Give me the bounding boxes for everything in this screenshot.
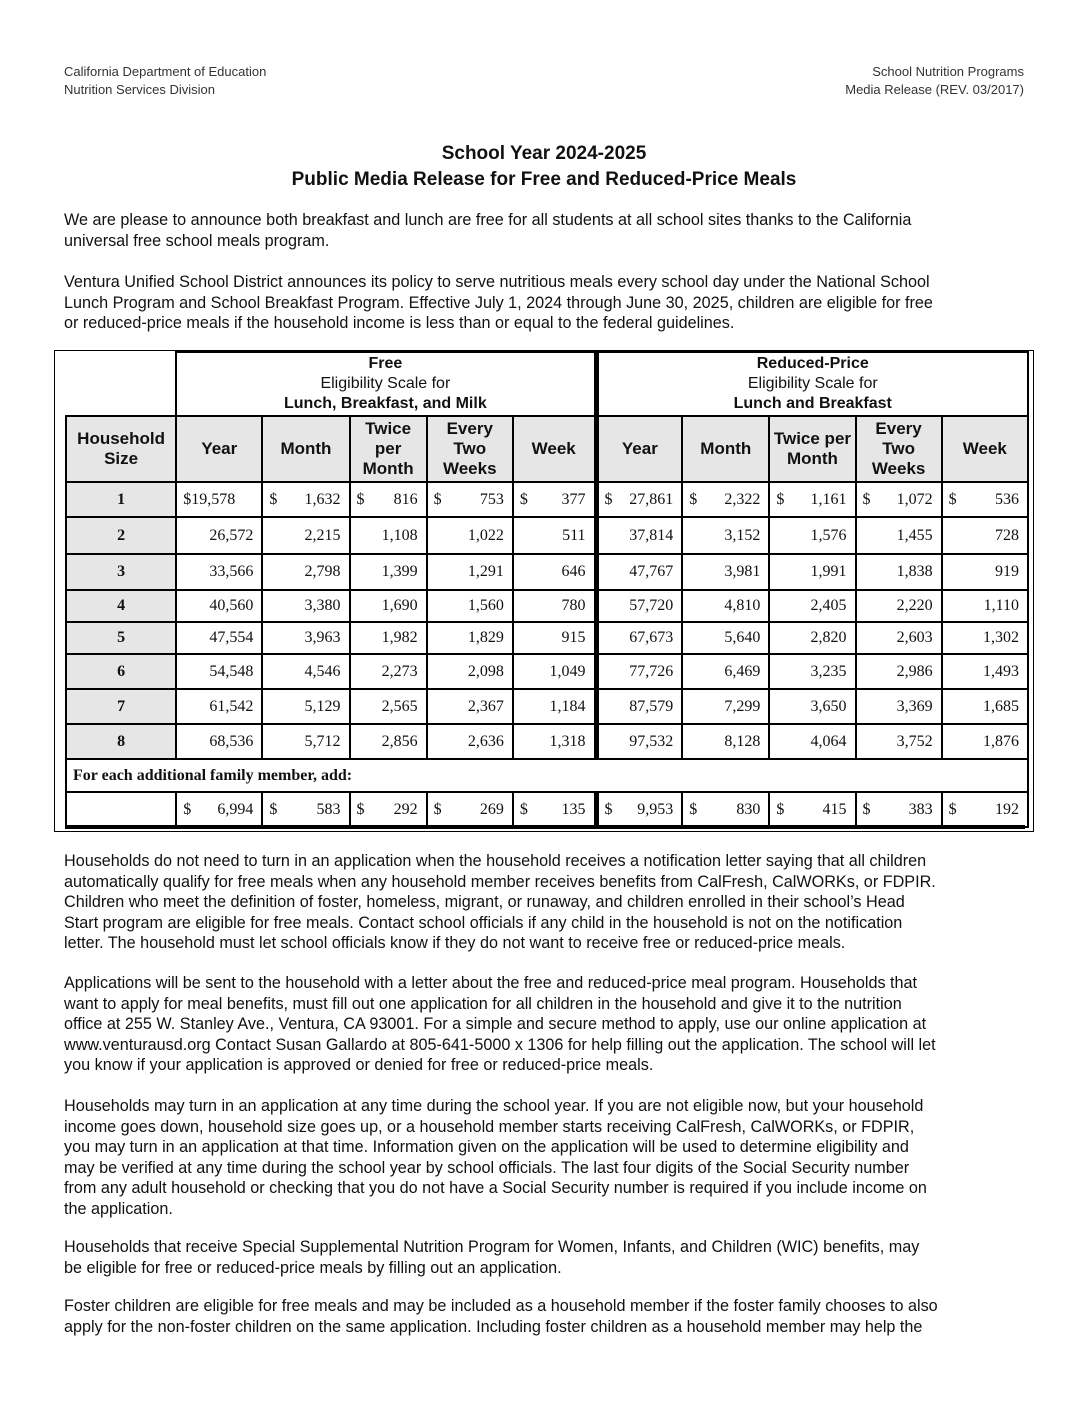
reduced-group-header: Reduced-Price Eligibility Scale for Lunch and Breakfast: [596, 352, 1028, 416]
department-name: California Department of Education: [64, 64, 267, 79]
reduced-value-cell: 2,405: [769, 590, 855, 622]
free-value-cell: 511: [513, 517, 596, 554]
table-row: [66, 724, 1028, 759]
reduced-value-cell: 3,152: [682, 517, 769, 554]
reduced-value-cell: 57,720: [596, 590, 682, 622]
reduced-value-cell: 3,650: [769, 689, 855, 724]
reduced-value-cell: 2,220: [856, 590, 942, 622]
column-header-row: [66, 416, 1028, 482]
additional-value: 269: [479, 800, 504, 818]
currency-symbol: $: [689, 800, 698, 818]
additional-value: 830: [736, 800, 761, 818]
free-value-cell: 646: [513, 554, 596, 590]
free-column-header: Twice per Month: [350, 416, 427, 482]
intro-paragraph-1: We are please to announce both breakfast and lunch are free for all students at all school sites thanks to the California universal free school meals program.: [64, 211, 912, 250]
free-value: 753: [479, 490, 504, 508]
currency-symbol: $: [948, 800, 957, 818]
reduced-value-cell: 2,986: [856, 654, 942, 689]
household-size-cell: 3: [66, 554, 176, 590]
household-size-cell: 2: [66, 517, 176, 554]
additional-blank-cell: [66, 792, 176, 827]
free-value: 377: [561, 490, 586, 508]
reduced-value-cell: [596, 482, 682, 517]
free-value-cell: 1,690: [350, 590, 427, 622]
table-row: [66, 517, 1028, 554]
reduced-value-cell: 1,876: [942, 724, 1028, 759]
free-value-cell: 40,560: [176, 590, 262, 622]
reduced-value: 1,072: [896, 490, 933, 508]
free-value-cell: 1,184: [513, 689, 596, 724]
reduced-additional-cell: [856, 792, 942, 827]
reduced-value-cell: 1,493: [942, 654, 1028, 689]
reduced-value-cell: 1,110: [942, 590, 1028, 622]
free-value-cell: 54,548: [176, 654, 262, 689]
table-row: [66, 622, 1028, 654]
table-row: [66, 654, 1028, 689]
reduced-value-cell: 3,981: [682, 554, 769, 590]
free-value-cell: 3,963: [262, 622, 349, 654]
body-paragraph-6: Households that receive Special Supplemental Nutrition Program for Women, Infants, and Children (WIC) benefits, may be eligible for free or reduced-price meals by filling out an application.: [64, 1238, 920, 1277]
free-value-cell: 2,636: [427, 724, 513, 759]
free-value-cell: 1,399: [350, 554, 427, 590]
reduced-value-cell: 6,469: [682, 654, 769, 689]
currency-symbol: $: [183, 490, 192, 508]
reduced-value-cell: 67,673: [596, 622, 682, 654]
currency-symbol: $: [604, 800, 613, 818]
free-value-cell: 1,318: [513, 724, 596, 759]
table-bottom-rule: [65, 825, 1025, 829]
free-column-header: Every Two Weeks: [427, 416, 513, 482]
body-paragraph-4: Applications will be sent to the household with a letter about the free and reduced-price meal program. Households that want to apply for meal benefits, must fill out one application for all children in the household and give it to the nutrition office at 255 W. Stanley Ave., Ventura, CA 93001. For a simple and secure method to apply, use our online application at www.venturausd.org Contact Susan Gallardo at 805-641-5000 x 1306 for help filling out the application. The school will let you know if your application is approved or denied for free or reduced-price meals.: [64, 974, 936, 1074]
reduced-value-cell: 1,991: [769, 554, 855, 590]
currency-symbol: $: [519, 800, 528, 818]
free-value-cell: 1,108: [350, 517, 427, 554]
reduced-column-header: Week: [942, 416, 1028, 482]
table-row: [66, 482, 1028, 517]
household-size-cell: 7: [66, 689, 176, 724]
free-value-cell: 26,572: [176, 517, 262, 554]
household-size-header: Household Size: [66, 416, 176, 482]
household-size-cell: 4: [66, 590, 176, 622]
currency-symbol: $: [433, 490, 442, 508]
free-additional-cell: [427, 792, 513, 827]
free-value-cell: 4,546: [262, 654, 349, 689]
currency-symbol: $: [269, 490, 278, 508]
currency-symbol: $: [776, 490, 785, 508]
free-value-cell: 1,049: [513, 654, 596, 689]
additional-member-label-row: [66, 759, 1028, 792]
reduced-value-cell: 7,299: [682, 689, 769, 724]
reduced-value-cell: 2,603: [856, 622, 942, 654]
free-column-header: Month: [262, 416, 349, 482]
reduced-value-cell: 77,726: [596, 654, 682, 689]
reduced-value-cell: 3,369: [856, 689, 942, 724]
reduced-value-cell: [856, 482, 942, 517]
free-value-cell: [350, 482, 427, 517]
reduced-value-cell: 1,302: [942, 622, 1028, 654]
reduced-value-cell: 3,752: [856, 724, 942, 759]
eligibility-table-frame: [54, 350, 1034, 832]
reduced-value-cell: 8,128: [682, 724, 769, 759]
free-value-cell: 1,022: [427, 517, 513, 554]
intro-paragraph-2: Ventura Unified School District announces its policy to serve nutritious meals every school day under the National School Lunch Program and School Breakfast Program. Effective July 1, 2024 through June 30, 2025, children are eligible for free or reduced-price meals if the household income is less than or equal to the federal guidelines.: [64, 273, 933, 332]
free-value-cell: 2,273: [350, 654, 427, 689]
additional-value: 383: [908, 800, 933, 818]
group-header-row: [66, 352, 1028, 416]
reduced-additional-cell: [942, 792, 1028, 827]
currency-symbol: $: [433, 800, 442, 818]
reduced-additional-cell: [596, 792, 682, 827]
free-value-cell: [513, 482, 596, 517]
revision-label: Media Release (REV. 03/2017): [845, 82, 1024, 97]
free-value-cell: 1,560: [427, 590, 513, 622]
currency-symbol: $: [862, 490, 871, 508]
additional-member-label: For each additional family member, add:: [66, 759, 1028, 792]
free-additional-cell: [176, 792, 262, 827]
free-value-cell: 2,215: [262, 517, 349, 554]
reduced-value-cell: 3,235: [769, 654, 855, 689]
reduced-value-cell: [682, 482, 769, 517]
reduced-value-cell: 2,820: [769, 622, 855, 654]
reduced-value: 536: [995, 490, 1019, 508]
free-column-header: Year: [176, 416, 262, 482]
reduced-value: 27,861: [629, 490, 674, 508]
free-column-header: Week: [513, 416, 596, 482]
free-value-cell: 1,291: [427, 554, 513, 590]
reduced-value-cell: 87,579: [596, 689, 682, 724]
reduced-value-cell: 919: [942, 554, 1028, 590]
free-value: 19,578: [191, 490, 236, 508]
free-value-cell: 2,856: [350, 724, 427, 759]
free-value-cell: [427, 482, 513, 517]
free-value: 1,632: [304, 490, 341, 508]
currency-symbol: $: [604, 490, 613, 508]
reduced-column-header: Every Two Weeks: [856, 416, 942, 482]
currency-symbol: $: [948, 490, 957, 508]
household-size-cell: 6: [66, 654, 176, 689]
currency-symbol: $: [862, 800, 871, 818]
reduced-value: 1,161: [810, 490, 847, 508]
free-value-cell: 33,566: [176, 554, 262, 590]
free-value-cell: [262, 482, 349, 517]
reduced-value-cell: 4,810: [682, 590, 769, 622]
free-value-cell: 2,098: [427, 654, 513, 689]
reduced-value-cell: 5,640: [682, 622, 769, 654]
reduced-value-cell: 1,685: [942, 689, 1028, 724]
document-header-right: [845, 63, 1024, 99]
household-size-cell: 5: [66, 622, 176, 654]
free-value-cell: 915: [513, 622, 596, 654]
free-value-cell: 780: [513, 590, 596, 622]
free-value-cell: 5,712: [262, 724, 349, 759]
additional-value: 135: [561, 800, 586, 818]
currency-symbol: $: [183, 800, 192, 818]
document-header-left: [64, 63, 266, 99]
reduced-value-cell: 4,064: [769, 724, 855, 759]
reduced-additional-cell: [769, 792, 855, 827]
free-additional-cell: [262, 792, 349, 827]
household-size-cell: 8: [66, 724, 176, 759]
currency-symbol: $: [356, 490, 365, 508]
reduced-value-cell: 1,838: [856, 554, 942, 590]
program-name: School Nutrition Programs: [872, 64, 1024, 79]
reduced-value-cell: 97,532: [596, 724, 682, 759]
reduced-value-cell: 47,767: [596, 554, 682, 590]
free-value-cell: 3,380: [262, 590, 349, 622]
additional-value: 192: [995, 800, 1019, 818]
reduced-column-header: Twice per Month: [769, 416, 855, 482]
reduced-additional-cell: [682, 792, 769, 827]
reduced-value-cell: 1,455: [856, 517, 942, 554]
title-line-2: Public Media Release for Free and Reduced-Price Meals: [291, 169, 797, 190]
body-paragraph-3: Households do not need to turn in an application when the household receives a notification letter saying that all children automatically qualify for free meals when any household member receives benefits from CalFresh, CalWORKs, or FDPIR. Children who meet the definition of foster, homeless, migrant, or runaway, and children enrolled in their school’s Head Start program are eligible for free meals. Contact school officials if any child in the household is not on the notification letter. The household must let school officials know if they do not want to receive free or reduced-price meals.: [64, 852, 936, 952]
reduced-value-cell: 1,576: [769, 517, 855, 554]
free-value-cell: 2,565: [350, 689, 427, 724]
currency-symbol: $: [356, 800, 365, 818]
free-value-cell: 68,536: [176, 724, 262, 759]
title-line-1: School Year 2024-2025: [441, 143, 647, 164]
additional-member-row: [66, 792, 1028, 827]
currency-symbol: $: [776, 800, 785, 818]
free-additional-cell: [513, 792, 596, 827]
free-value-cell: 61,542: [176, 689, 262, 724]
free-additional-cell: [350, 792, 427, 827]
currency-symbol: $: [689, 490, 698, 508]
free-value-cell: [176, 482, 262, 517]
additional-value: 6,994: [217, 800, 254, 818]
eligibility-table: [65, 351, 1029, 828]
reduced-column-header: Month: [682, 416, 769, 482]
free-value-cell: 2,367: [427, 689, 513, 724]
free-value-cell: 5,129: [262, 689, 349, 724]
household-size-cell: 1: [66, 482, 176, 517]
reduced-column-header: Year: [596, 416, 682, 482]
reduced-value-cell: 728: [942, 517, 1028, 554]
reduced-value-cell: [942, 482, 1028, 517]
page-title: [0, 141, 1088, 193]
reduced-value-cell: 37,814: [596, 517, 682, 554]
free-value-cell: 1,982: [350, 622, 427, 654]
free-group-header: Free Eligibility Scale for Lunch, Breakfast, and Milk: [176, 352, 596, 416]
additional-value: 415: [822, 800, 847, 818]
currency-symbol: $: [269, 800, 278, 818]
body-paragraph-5: Households may turn in an application at any time during the school year. If you are not eligible now, but your household income goes down, household size goes up, or a household member starts receiving CalFresh, CalWORKs, or FDPIR, you may turn in an application at that time. Information given on the application will be used to determine eligibility and may be verified at any time during the school year by school officials. The last four digits of the Social Security number from any adult household or checking that you do not have a Social Security number is required if you include income on the application.: [64, 1097, 927, 1218]
free-value-cell: 2,798: [262, 554, 349, 590]
body-paragraph-7: Foster children are eligible for free meals and may be included as a household member if the foster family chooses to also apply for the non-foster children on the same application. Including foster children as a household member may help the: [64, 1297, 938, 1336]
table-row: [66, 590, 1028, 622]
additional-value: 292: [393, 800, 418, 818]
reduced-value-cell: [769, 482, 855, 517]
free-value-cell: 47,554: [176, 622, 262, 654]
reduced-value: 2,322: [724, 490, 761, 508]
additional-value: 9,953: [637, 800, 674, 818]
currency-symbol: $: [519, 490, 528, 508]
division-name: Nutrition Services Division: [64, 82, 215, 97]
free-value: 816: [393, 490, 418, 508]
free-value-cell: 1,829: [427, 622, 513, 654]
table-row: [66, 689, 1028, 724]
table-row: [66, 554, 1028, 590]
additional-value: 583: [316, 800, 341, 818]
